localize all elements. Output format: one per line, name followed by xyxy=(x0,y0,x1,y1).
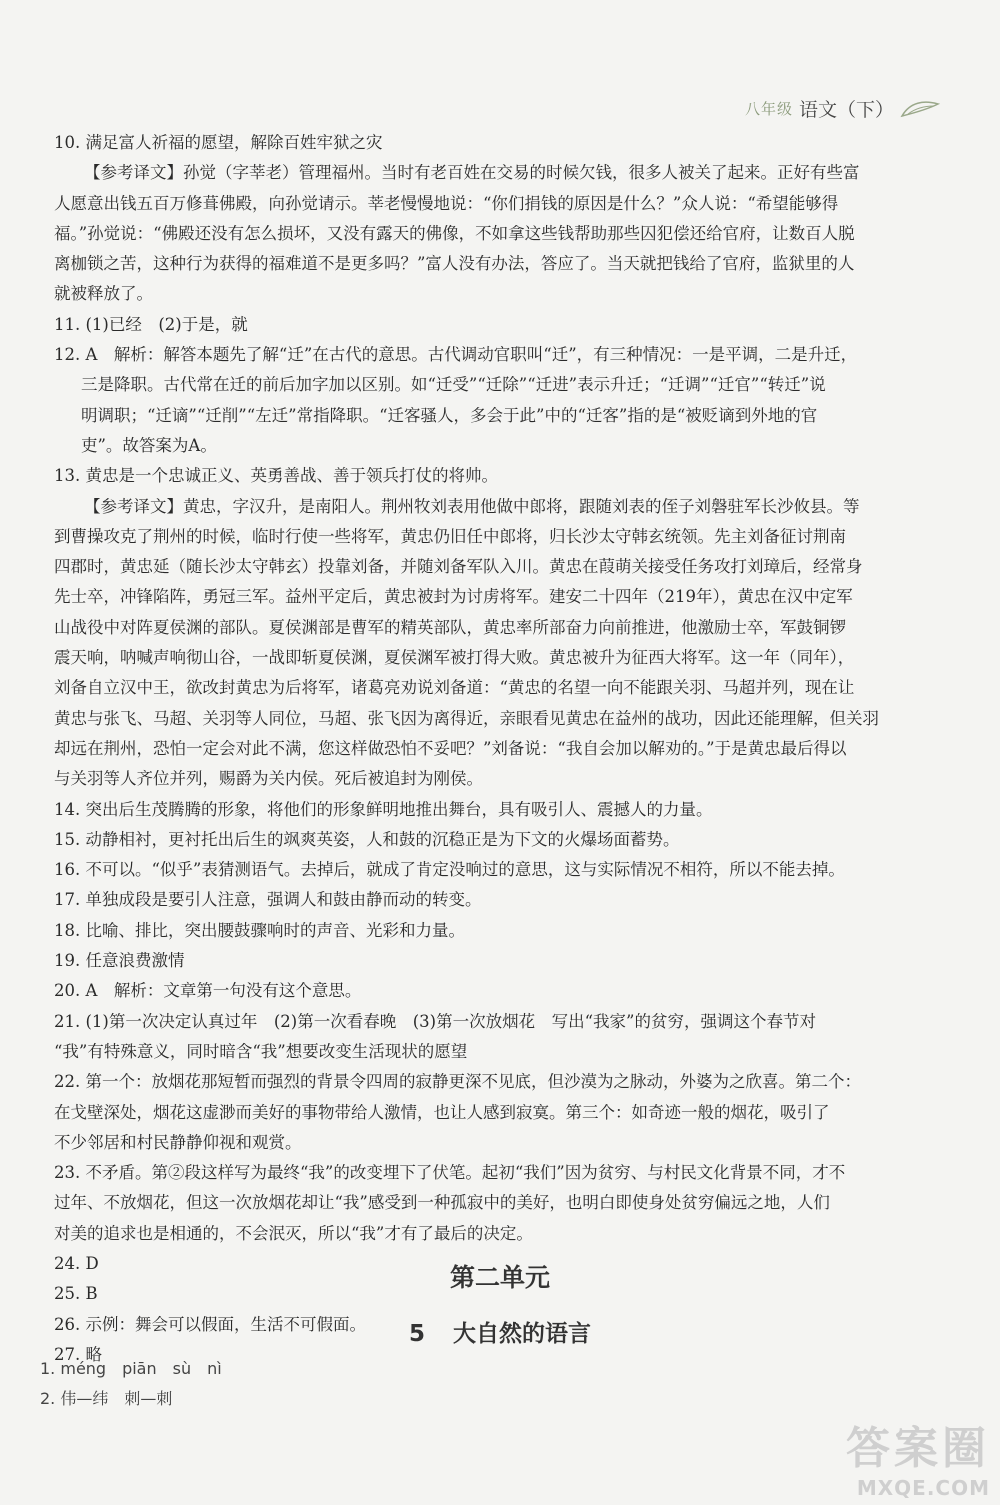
text-line: 22. 第一个：放烟花那短暂而强烈的背景令四周的寂静更深不见底，但沙漠为之脉动，外婆为之欣喜。第二个： xyxy=(54,1072,861,1092)
lesson-title xyxy=(0,1315,1000,1348)
text-line: 过年、不放烟花，但这一次放烟花却让“我”感受到一种孤寂中的美好，也明白即使身处贫穷偏远之地，人们 xyxy=(54,1193,830,1213)
text-line: 12. A 解析：解答本题先了解“迁”在古代的意思。古代调动官职叫“迁”，有三种情况：一是平调，二是升迁， xyxy=(54,345,858,365)
text-line: 黄忠与张飞、马超、关羽等人同位，马超、张飞因为离得近，亲眼看见黄忠在益州的战功，因此还能理解，但关羽 xyxy=(54,708,879,728)
text-line: 26. 示例：舞会可以假面，生活不可假面。 xyxy=(54,1314,366,1334)
text-line: 16. 不可以。“似乎”表猜测语气。去掉后，就成了肯定没响过的意思，这与实际情况不相符，所以不能去掉。 xyxy=(54,860,845,880)
grade-badge: 八年级 xyxy=(744,100,793,118)
text-line: 17. 单独成段是要引人注意，强调人和鼓由静而动的转变。 xyxy=(54,890,482,910)
text-line: 离枷锁之苦，这种行为获得的福难道不是更多吗？”富人没有办法，答应了。当天就把钱给了官府，监狱里的人 xyxy=(54,254,855,274)
watermark-logo: 答案圈 xyxy=(846,1423,990,1474)
text-line: 21. (1)第一次决定认真过年 (2)第一次看春晚 (3)第一次放烟花 写出“我家”的贫穷，强调这个春节对 xyxy=(54,1011,816,1031)
text-line: 四郡时，黄忠延（随长沙太守韩玄）投靠刘备，并随刘备军队入川。黄忠在葭萌关接受任务攻打刘璋后，经常身 xyxy=(54,557,863,577)
text-line: “我”有特殊意义，同时暗含“我”想要改变生活现状的愿望 xyxy=(54,1041,468,1061)
watermark xyxy=(846,1412,990,1500)
text-line: 先士卒，冲锋陷阵，勇冠三军。益州平定后，黄忠被封为讨虏将军。建安二十四年（219年），黄忠在汉中定军 xyxy=(54,587,853,607)
lesson-name: 大自然的语言 xyxy=(453,1321,591,1347)
leaf-decoration-icon xyxy=(900,98,940,120)
subject-title: 语文（下） xyxy=(798,99,894,121)
watermark-url: MXQE.COM xyxy=(856,1476,990,1500)
text-line: 13. 黄忠是一个忠诚正义、英勇善战、善于领兵打仗的将帅。 xyxy=(54,466,498,486)
text-line: 14. 突出后生茂腾腾的形象，将他们的形象鲜明地推出舞台，具有吸引人、震撼人的力量。 xyxy=(54,799,713,819)
answer-line-chars: 2. 伟—纬 刺—刺 xyxy=(40,1389,173,1408)
text-line: 明调职；“迁谪”“迁削”“左迁”常指降职。“迁客骚人，多会于此”中的“迁客”指的是“被贬谪到外地的官 xyxy=(81,405,818,425)
page-header xyxy=(745,95,940,122)
text-line: 到曹操攻克了荆州的时候，临时行使一些将军，黄忠仍旧任中郎将，归长沙太守韩玄统领。先主刘备征讨荆南 xyxy=(54,526,846,546)
text-line: 24. D xyxy=(54,1253,99,1273)
text-line: 19. 任意浪费激情 xyxy=(54,951,185,971)
answer-line-pinyin: 1. méng piān sù nì xyxy=(40,1359,222,1378)
text-line: 【参考译文】孙觉（字莘老）管理福州。当时有老百姓在交易的时候欠钱，很多人被关了起来。正好有些富 xyxy=(84,163,860,183)
text-line: 15. 动静相衬，更衬托出后生的飒爽英姿，人和鼓的沉稳正是为下文的火爆场面蓄势。 xyxy=(54,829,680,849)
text-line: 不少邻居和村民静静仰视和观赏。 xyxy=(54,1132,302,1152)
text-line: 福。”孙觉说：“佛殿还没有怎么损坏，又没有露天的佛像，不如拿这些钱帮助那些囚犯偿还给官府，让数百人脱 xyxy=(54,223,855,243)
text-line: 25. B xyxy=(54,1284,98,1304)
answer-content xyxy=(54,128,914,1370)
text-line: 刘备自立汉中王，欲改封黄忠为后将军，诸葛亮劝说刘备道：“黄忠的名望一向不能跟关羽、马超并列，现在让 xyxy=(54,678,855,698)
text-line: 20. A 解析：文章第一句没有这个意思。 xyxy=(54,981,362,1001)
text-line: 23. 不矛盾。第②段这样写为最终“我”的改变埋下了伏笔。起初“我们”因为贫穷、与村民文化背景不同，才不 xyxy=(54,1163,846,1183)
text-line: 却远在荆州，恐怕一定会对此不满，您这样做恐怕不妥吧？”刘备说：“我自会加以解劝的。”于是黄忠最后得以 xyxy=(54,738,847,758)
text-line: 对美的追求也是相通的，不会泯灭，所以“我”才有了最后的决定。 xyxy=(54,1223,533,1243)
lesson-answers xyxy=(40,1354,940,1414)
text-line: 吏”。故答案为A。 xyxy=(81,435,217,455)
text-line: 27. 略 xyxy=(54,1344,102,1364)
text-line: 人愿意出钱五百万修葺佛殿，向孙觉请示。莘老慢慢地说：“你们捐钱的原因是什么？”众人说：“希望能够得 xyxy=(54,193,839,213)
text-line: 11. (1)已经 (2)于是，就 xyxy=(54,314,248,334)
text-line: 与关羽等人齐位并列，赐爵为关内侯。死后被追封为刚侯。 xyxy=(54,769,483,789)
unit-title: 第二单元 xyxy=(449,1263,550,1292)
text-line: 三是降职。古代常在迁的前后加字加以区别。如“迁受”“迁除”“迁进”表示升迁；“迁调”“迁官”“转迁”说 xyxy=(81,375,826,395)
text-line: 【参考译文】黄忠，字汉升，是南阳人。荆州牧刘表用他做中郎将，跟随刘表的侄子刘磐驻军长沙攸县。等 xyxy=(84,496,860,516)
text-line: 山战役中对阵夏侯渊的部队。夏侯渊部是曹军的精英部队，黄忠率所部奋力向前推进，他激励士卒，军鼓铜锣 xyxy=(54,617,846,637)
lesson-number: 5 xyxy=(408,1321,425,1347)
text-line: 在戈壁深处，烟花这虚渺而美好的事物带给人激情，也让人感到寂寞。第三个：如奇迹一般的烟花，吸引了 xyxy=(54,1102,830,1122)
text-line: 震天响，呐喊声响彻山谷，一战即斩夏侯渊，夏侯渊军被打得大败。黄忠被升为征西大将军。这一年（同年）， xyxy=(54,648,855,668)
text-line: 就被释放了。 xyxy=(54,284,153,304)
text-line: 10. 满足富人祈福的愿望，解除百姓牢狱之灾 xyxy=(54,133,383,152)
text-line: 18. 比喻、排比，突出腰鼓骤响时的声音、光彩和力量。 xyxy=(54,920,465,940)
